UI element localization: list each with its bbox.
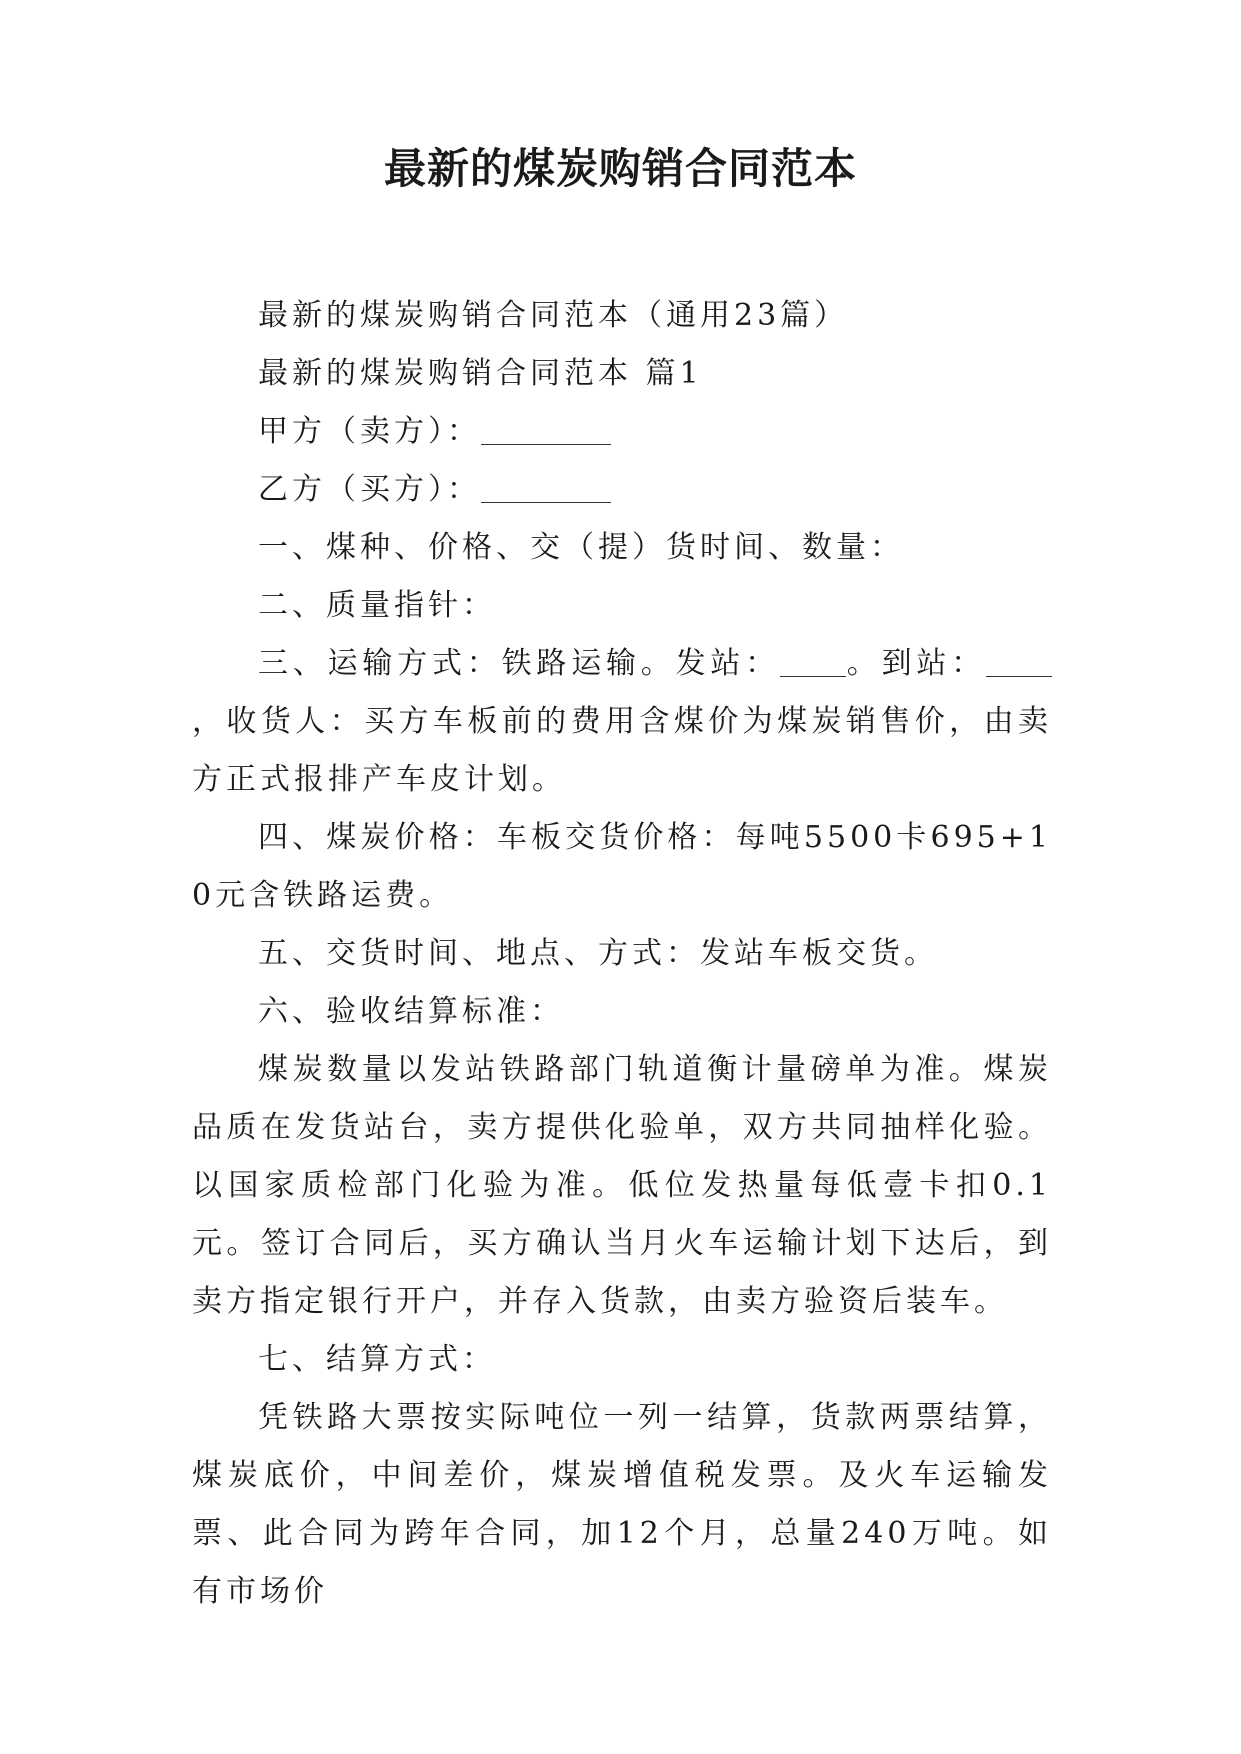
clause-5: 五、交货时间、地点、方式：发站车板交货。 [258, 936, 938, 971]
party-b-blank [481, 466, 611, 503]
clause-4: 四、煤炭价格：车板交货价格：每吨5500卡695+10元含铁路运费。 [192, 820, 1052, 913]
clause-3 [192, 635, 1052, 809]
clause-6-body: 煤炭数量以发站铁路部门轨道衡计量磅单为准。煤炭品质在发货站台，卖方提供化验单，双方共同抽样化验。以国家质检部门化验为准。低位发热量每低壹卡扣0.1元。签订合同后，买方确认当月火车运输计划下达后，到卖方指定银行开户，并存入货款，由卖方验资后装车。 [192, 1052, 1052, 1319]
section-heading: 最新的煤炭购销合同范本 篇1 [258, 356, 703, 391]
arrival-station-blank [986, 640, 1052, 677]
clause-6: 六、验收结算标准： [258, 994, 564, 1029]
clause-7: 七、结算方式： [258, 1342, 496, 1377]
party-a-line [192, 403, 1052, 461]
document-subtitle: 最新的煤炭购销合同范本（通用23篇） [258, 298, 849, 333]
clause-1: 一、煤种、价格、交（提）货时间、数量： [258, 530, 904, 565]
document-title: 最新的煤炭购销合同范本 [383, 144, 857, 193]
clause-2: 二、质量指针： [258, 588, 496, 623]
clause-7-body: 凭铁路大票按实际吨位一列一结算，货款两票结算，煤炭底价，中间差价，煤炭增值税发票。及火车运输发票、此合同为跨年合同，加12个月，总量240万吨。如有市场价 [192, 1400, 1052, 1609]
clause-3-part1: 三、运输方式：铁路运输。发站： [258, 646, 780, 681]
departure-station-blank [780, 640, 846, 677]
clause-3-part2: 。到站： [846, 646, 987, 681]
party-b-label: 乙方（买方）： [258, 472, 481, 507]
clause-3-part3: ，收货人：买方车板前的费用含煤价为煤炭销售价，由卖方正式报排产车皮计划。 [192, 704, 1052, 797]
document-body [192, 287, 1052, 1621]
party-b-line [192, 461, 1052, 519]
party-a-label: 甲方（卖方）： [258, 414, 481, 449]
party-a-blank [481, 408, 611, 445]
